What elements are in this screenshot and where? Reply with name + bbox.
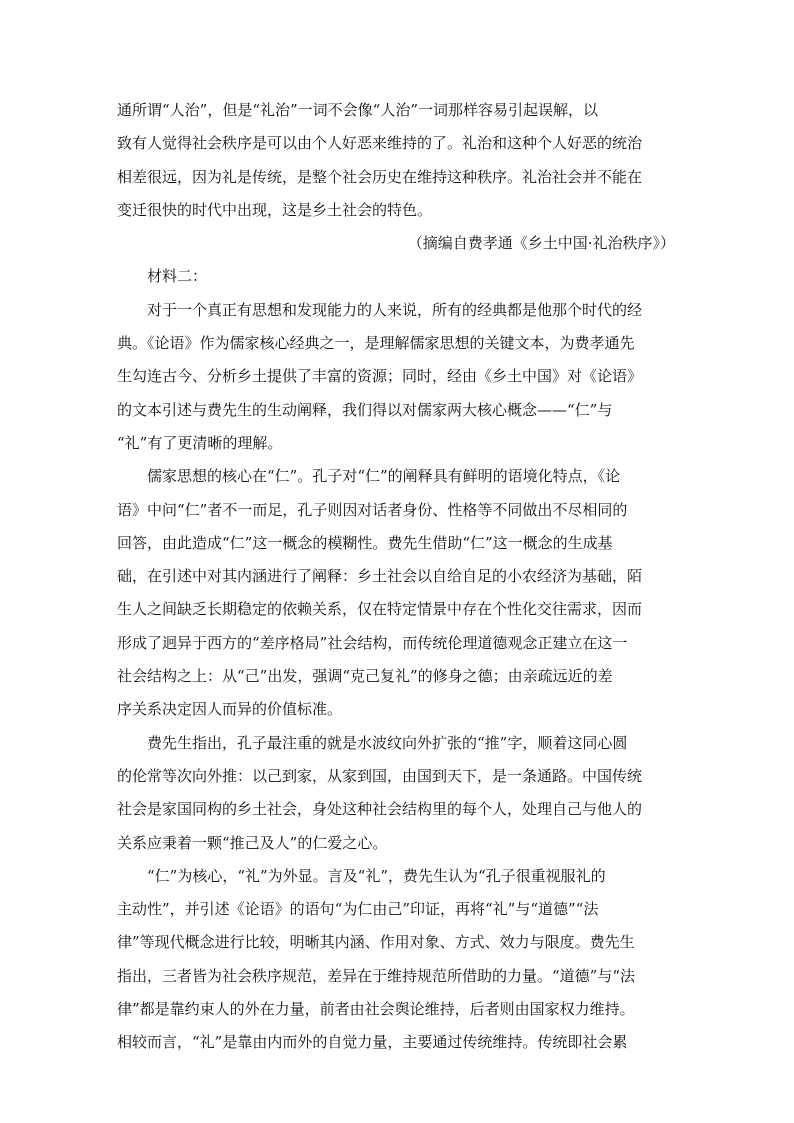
document-page bbox=[117, 94, 677, 1060]
paragraph-classics: 对于一个真正有思想和发现能力的人来说，所有的经典都是他那个时代的经 典。《论语》作为儒家核心经典之一，是理解儒家思想的关键文本，为费孝通先 生勾连古今、分析乡土提供了丰富的资源；同时，经由《乡土中国》对《论语》 的文本引述与费先生的生动阐释，我们得以对儒家两大核心概念——“仁”与 “礼”有了更清晰的理解。 bbox=[117, 300, 643, 452]
material-two-heading: 材料二： bbox=[147, 267, 208, 286]
paragraph-li-manifestation: “仁”为核心，“礼”为外显。言及“礼”，费先生认为“孔子很重视服礼的 主动性”，并引述《论语》的语句“为仁由己”印证，再将“礼”与“道德”“法 律”等现代概念进行比较，明晰其内涵、作用对象、方式、效力与限度。费先生 指出，三者皆为社会秩序规范，差异在于维持规范所借助的力量。“道德”与“法 律”都是靠约束人的外在力量，前者由社会舆论维持，后者则由国家权力维持。 相较而言，“礼”是靠由内而外的自觉力量，主要通过传统维持。传统即社会累 bbox=[117, 866, 636, 1052]
paragraph-ren-core: 儒家思想的核心在“仁”。孔子对“仁”的阐释具有鲜明的语境化特点，《论 语》中问“仁”者不一而足，孔子则因对话者身份、性格等不同做出不尽相同的 回答，由此造成“仁”这一概念的模糊性。费先生借助“仁”这一概念的生成基 础，在引述中对其内涵进行了阐释：乡土社会以自给自足的小农经济为基础，陌 生人之间缺乏长期稳定的依赖关系，仅在特定情景中存在个性化交往需求，因而 形成了迥异于西方的“差序格局”社会结构，而传统伦理道德观念正建立在这一 社会结构之上：从“己”出发，强调“克己复礼”的修身之德；由亲疏远近的差 序关系决定因人而异的价值标准。 bbox=[117, 467, 643, 719]
paragraph-li-zhi-continuation: 通所谓“人治”，但是“礼治”一词不会像“人治”一词那样容易引起误解，以 致有人觉得社会秩序是可以由个人好恶来维持的了。礼治和这种个人好恶的统治 相差很远，因为礼是传统，是整个社会历史在维持这种秩序。礼治社会并不能在 变迁很快的时代中出现，这是乡土社会的特色。 bbox=[117, 101, 643, 219]
source-citation: （摘编自费孝通《乡土中国·礼治秩序》） bbox=[407, 234, 675, 253]
paragraph-tui-principle: 费先生指出，孔子最注重的就是水波纹向外扩张的“推”字，顺着这同心圆 的伦常等次向外推：以己到家，从家到国，由国到天下，是一条通路。中国传统 社会是家国同构的乡土社会，身处这种社会结构里的每个人，处理自己与他人的 关系应秉着一颗“推己及人”的仁爱之心。 bbox=[117, 733, 643, 852]
